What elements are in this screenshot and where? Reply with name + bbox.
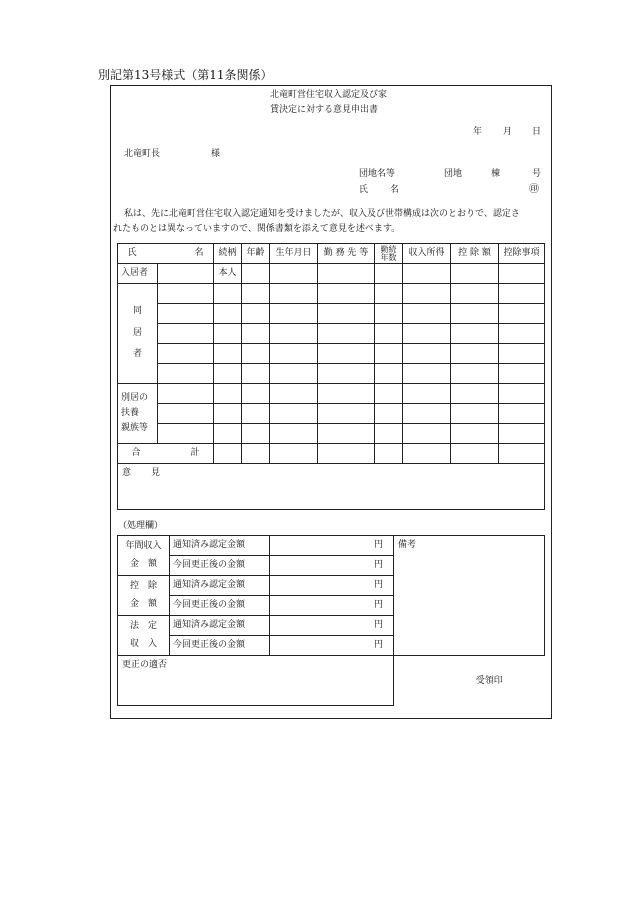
yen-unit: 円 — [270, 536, 394, 556]
table-row — [118, 324, 545, 344]
honorific: 様 — [211, 149, 221, 159]
yen-unit: 円 — [270, 576, 394, 596]
processing-label: （処理欄） — [118, 521, 164, 531]
header-birth: 生年月日 — [270, 244, 318, 264]
header-name: 氏 名 — [118, 244, 214, 264]
table-row — [118, 404, 545, 424]
revised-amount-label: 今回更正後の金額 — [170, 596, 270, 616]
correction-box: 更正の適否 — [118, 656, 394, 706]
addressee: 北竜町長 — [124, 149, 161, 159]
name-label-2: 名 — [390, 185, 400, 195]
deduction-label: 控 除 金 額 — [118, 576, 170, 616]
complex-label: 団地名等 — [359, 169, 396, 179]
legal-income-label: 法 定 収 入 — [118, 616, 170, 656]
body-text-line2: れたものとは異なっていますので、関係書類を添えて意見を述べます。 — [113, 224, 401, 234]
applicant-row-label: 入居者 — [118, 264, 158, 284]
household-table — [117, 243, 545, 510]
date-year: 年 — [473, 127, 483, 137]
total-label: 合 計 — [118, 444, 214, 464]
body-text-line1: 私は、先に北竜町営住宅収入認定通知を受けましたが、収入及び世帯構成は次のとおりで、認定さ — [124, 209, 520, 219]
opinion-row — [118, 464, 545, 510]
date-month: 月 — [503, 127, 513, 137]
cohabitant-label: 同 居 者 — [118, 284, 158, 384]
name-label-1: 氏 — [359, 185, 369, 195]
header-years: 勤続 年数 — [375, 244, 403, 264]
revised-amount-label: 今回更正後の金額 — [170, 556, 270, 576]
opinion-box: 意 見 — [118, 464, 545, 510]
form-title-line1: 北竜町営住宅収入認定及び家 — [270, 90, 388, 100]
notified-amount-label: 通知済み認定金額 — [170, 576, 270, 596]
header-deduction: 控 除 額 — [451, 244, 499, 264]
remarks-box: 備考 — [394, 536, 545, 656]
table-row — [118, 344, 545, 364]
yen-unit: 円 — [270, 596, 394, 616]
seal-mark: ㊞ — [529, 184, 539, 195]
notified-amount-label: 通知済み認定金額 — [170, 616, 270, 636]
received-stamp-label: 受領印 — [475, 675, 503, 686]
form-title-line2: 賃決定に対する意見申出書 — [270, 105, 379, 115]
table-row — [118, 304, 545, 324]
processing-table — [117, 535, 545, 706]
yen-unit: 円 — [270, 616, 394, 636]
yen-unit: 円 — [270, 636, 394, 656]
revised-amount-label: 今回更正後の金額 — [170, 636, 270, 656]
dependents-label: 別居の 扶養 親族等 — [118, 384, 158, 444]
applicant-relation: 本人 — [214, 264, 242, 284]
table-row — [118, 656, 545, 706]
header-relation: 続柄 — [214, 244, 242, 264]
header-income: 収入所得 — [403, 244, 451, 264]
header-row — [118, 244, 545, 264]
form-number: 別記第13号様式（第11条関係） — [98, 68, 273, 82]
total-row — [118, 444, 545, 464]
table-row — [118, 284, 545, 304]
notified-amount-label: 通知済み認定金額 — [170, 536, 270, 556]
date-day: 日 — [532, 127, 542, 137]
annual-income-label: 年間収入 金 額 — [118, 536, 170, 576]
header-work: 勤 務 先 等 — [318, 244, 375, 264]
received-stamp-area — [394, 656, 545, 706]
building-suffix: 棟 — [491, 169, 501, 179]
table-row — [118, 424, 545, 444]
header-age: 年齢 — [242, 244, 270, 264]
yen-unit: 円 — [270, 556, 394, 576]
table-row — [118, 384, 545, 404]
complex-suffix: 団地 — [444, 169, 463, 179]
header-deduction-item: 控除事項 — [499, 244, 545, 264]
table-row — [118, 364, 545, 384]
table-row — [118, 264, 545, 284]
table-row — [118, 536, 545, 556]
room-suffix: 号 — [532, 169, 542, 179]
